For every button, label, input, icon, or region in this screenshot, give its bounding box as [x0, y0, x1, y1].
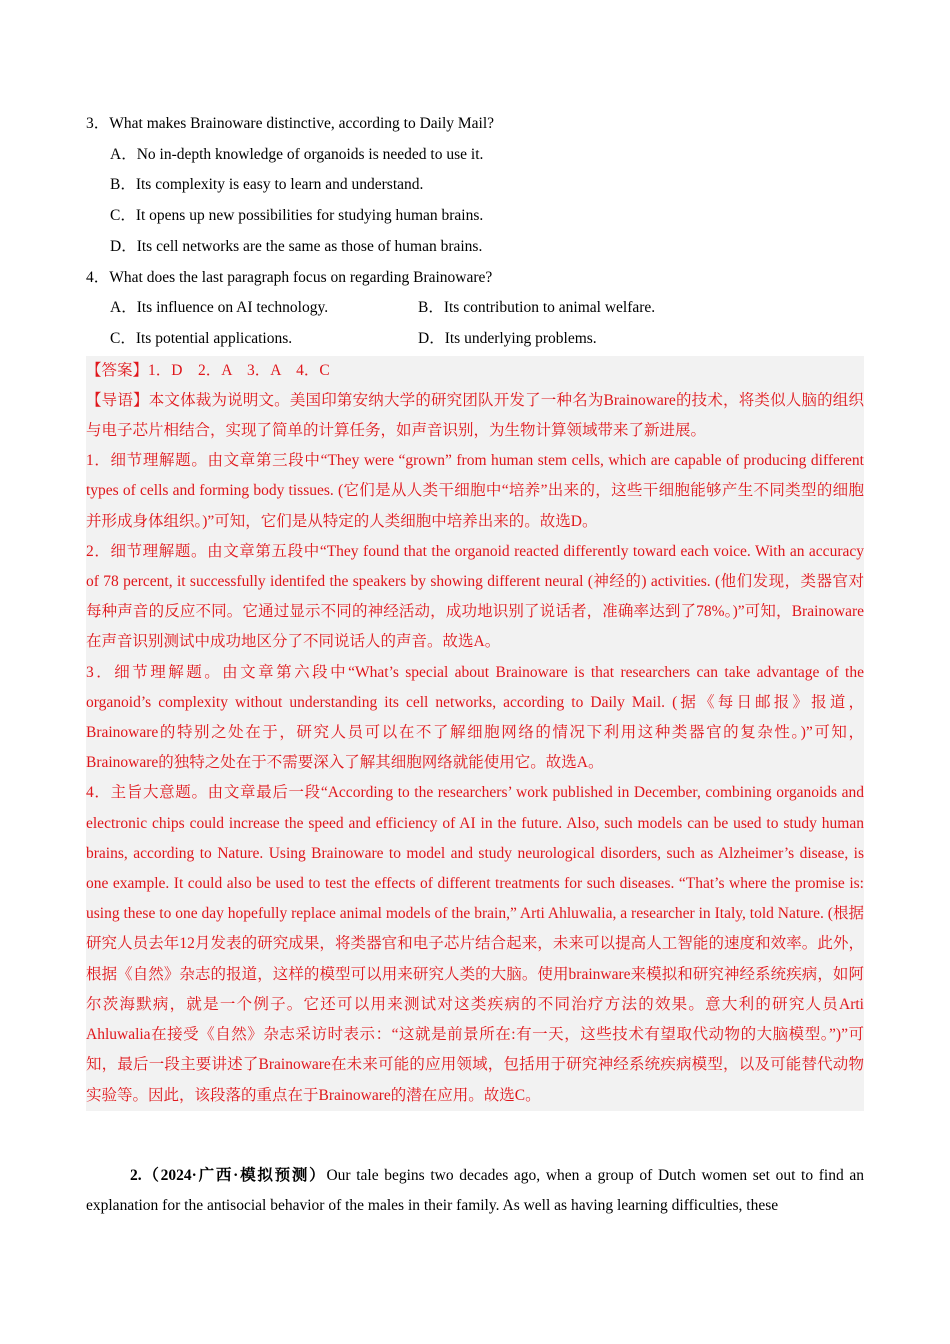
explanation-4: 4．主旨大意题。由文章最后一段“According to the researchers’ work published in December, combining organoids and electronic chips could increase the speed and efficiency of AI in the future. Also, such models can be used to study human brains, according to Nature. Using Brainoware to model and study neurological disorders, such as Alzheimer’s disease, is one example. It could also be used to test the effects of different treatments for such diseases. “That’s where the promise is: using these to one day hopefully replace animal models of the brain,” Arti Ahluwalia, a researcher in Italy, told Nature. (根据研究人员去年12月发表的研究成果，将类器官和电子芯片结合起来，未来可以提高人工智能的速度和效率。此外，根据《自然》杂志的报道，这样的模型可以用来研究人类的大脑。使用brainware来模拟和研究神经系统疾病，如阿尔茨海默病，就是一个例子。它还可以用来测试对这类疾病的不同治疗方法的效果。意大利的研究人员Arti Ahluwalia在接受《自然》杂志采访时表示：“这就是前景所在:有一天，这些技术有望取代动物的大脑模型。”)”可知，最后一段主要讲述了Brainoware在未来可能的应用领域，包括用于研究神经系统疾病模型，以及可能替代动物实验等。因此，该段落的重点在于Brainoware的潜在应用。故选C。: [86, 784, 864, 1104]
answer-analysis: [86, 356, 864, 1111]
q4-stem: 4．What does the last paragraph focus on regarding Brainoware?: [86, 268, 493, 286]
q4-option-b: B．Its contribution to animal welfare.: [418, 299, 656, 317]
q3-option-c: C．It opens up new possibilities for studying human brains.: [110, 207, 484, 225]
next-passage: [86, 1161, 864, 1221]
q4-option-c: C．Its potential applications.: [110, 329, 293, 347]
explanation-3: 3．细节理解题。由文章第六段中“What’s special about Brainoware is that researchers can take advantage of the organoid’s complexity without understanding its cell networks, according to Daily Mail. (据《每日邮报》报道，Brainoware的特别之处在于，研究人员可以在不了解细胞网络的情况下利用这种类器官的复杂性。)”可知，Brainoware的独特之处在于不需要深入了解其细胞网络就能使用它。故选A。: [86, 663, 864, 772]
q3-option-d: D．Its cell networks are the same as those of human brains.: [110, 237, 483, 255]
q4-options-row-1: [86, 293, 864, 324]
q4-options-row-2: [86, 324, 864, 355]
passage-source: 2.（2024·广西·模拟预测）: [130, 1167, 327, 1184]
explanation-2: 2．细节理解题。由文章第五段中“They found that the organoid reacted differently toward each voice. With an accuracy of 78 percent, it successfully identifed the speakers by showing different neural (神经的) activities. (他们发现，类器官对每种声音的反应不同。它通过显示不同的神经活动，成功地识别了说话者，准确率达到了78%。)”可知，Brainoware在声音识别测试中成功地区分了不同说话人的声音。故选A。: [86, 542, 864, 651]
q3-option-b: B．Its complexity is easy to learn and understand.: [110, 176, 424, 194]
guide-paragraph: 【导语】本文体裁为说明文。美国印第安纳大学的研究团队开发了一种名为Brainoware的技术，将类似人脑的组织与电子芯片相结合，实现了简单的计算任务，如声音识别，为生物计算领域带来了新进展。: [86, 391, 864, 440]
question-block: [86, 109, 864, 1111]
explanation-1: 1．细节理解题。由文章第三段中“They were “grown” from human stem cells, which are capable of producing different types of cells and forming body tissues. (它们是从人类干细胞中“培养”出来的，这些干细胞能够产生不同类型的细胞并形成身体组织。)”可知，它们是从特定的人类细胞中培养出来的。故选D。: [86, 452, 864, 530]
q4-option-d: D．Its underlying problems.: [418, 329, 597, 347]
q4-option-a: A．Its influence on AI technology.: [110, 299, 329, 317]
passage-text: Our tale begins two decades ago, when a group of Dutch women set out to find an explanation for the antisocial behavior of the males in their family. As well as having learning difficulties, these: [86, 1167, 865, 1214]
q3-option-a: A．No in-depth knowledge of organoids is needed to use it.: [110, 145, 484, 163]
answer-line: 【答案】1．D 2．A 3．A 4．C: [86, 361, 330, 379]
q3-stem: 3．What makes Brainoware distinctive, according to Daily Mail?: [86, 115, 495, 132]
